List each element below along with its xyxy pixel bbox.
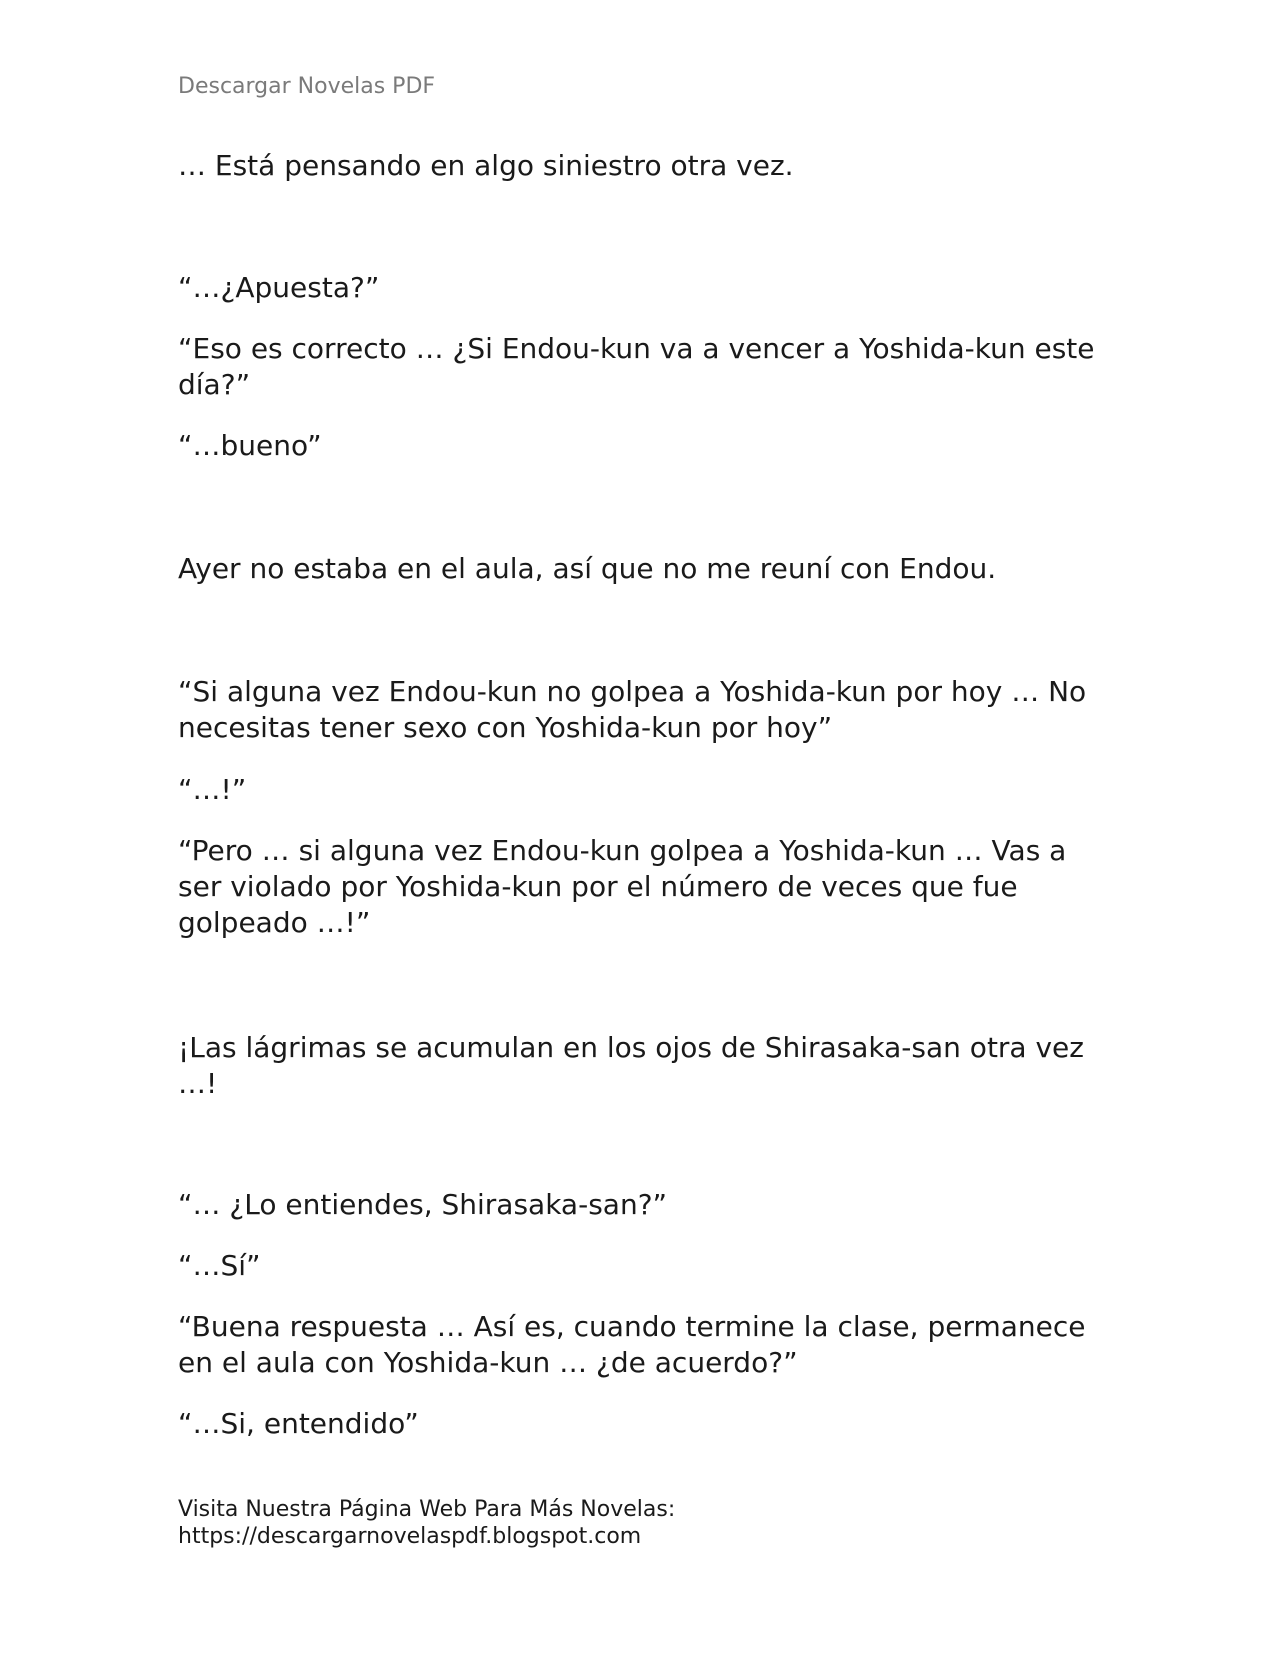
paragraph-2: “…¿Apuesta?” — [178, 271, 380, 304]
paragraph-9: ¡Las lágrimas se acumulan en los ojos de Shirasaka-san otra vez …! — [178, 1031, 1084, 1100]
footer-url: https://descargarnovelaspdf.blogspot.com — [178, 1524, 642, 1549]
paragraph-13: “…Si, entendido” — [178, 1407, 419, 1440]
page-footer — [178, 1496, 675, 1550]
paragraph-8: “Pero … si alguna vez Endou-kun golpea a Yoshida-kun … Vas a ser violado por Yoshida-kun por el número de veces que fue golpeado …!” — [178, 834, 1067, 939]
paragraph-3: “Eso es correcto … ¿Si Endou-kun va a vencer a Yoshida-kun este día?” — [178, 332, 1095, 401]
page-header: Descargar Novelas PDF — [178, 74, 436, 99]
paragraph-4: “…bueno” — [178, 429, 322, 462]
paragraph-5: Ayer no estaba en el aula, así que no me reuní con Endou. — [178, 552, 997, 585]
paragraph-10: “… ¿Lo entiendes, Shirasaka-san?” — [178, 1188, 668, 1221]
paragraph-1: … Está pensando en algo siniestro otra vez. — [178, 149, 794, 182]
paragraph-12: “Buena respuesta … Así es, cuando termine la clase, permanece en el aula con Yoshida-kun … ¿de acuerdo?” — [178, 1310, 1086, 1379]
paragraph-6: “Si alguna vez Endou-kun no golpea a Yoshida-kun por hoy … No necesitas tener sexo con Yoshida-kun por hoy” — [178, 675, 1087, 744]
paragraph-11: “…Sí” — [178, 1249, 261, 1282]
footer-promo-text: Visita Nuestra Página Web Para Más Novelas: — [178, 1497, 676, 1522]
paragraph-7: “…!” — [178, 773, 247, 806]
